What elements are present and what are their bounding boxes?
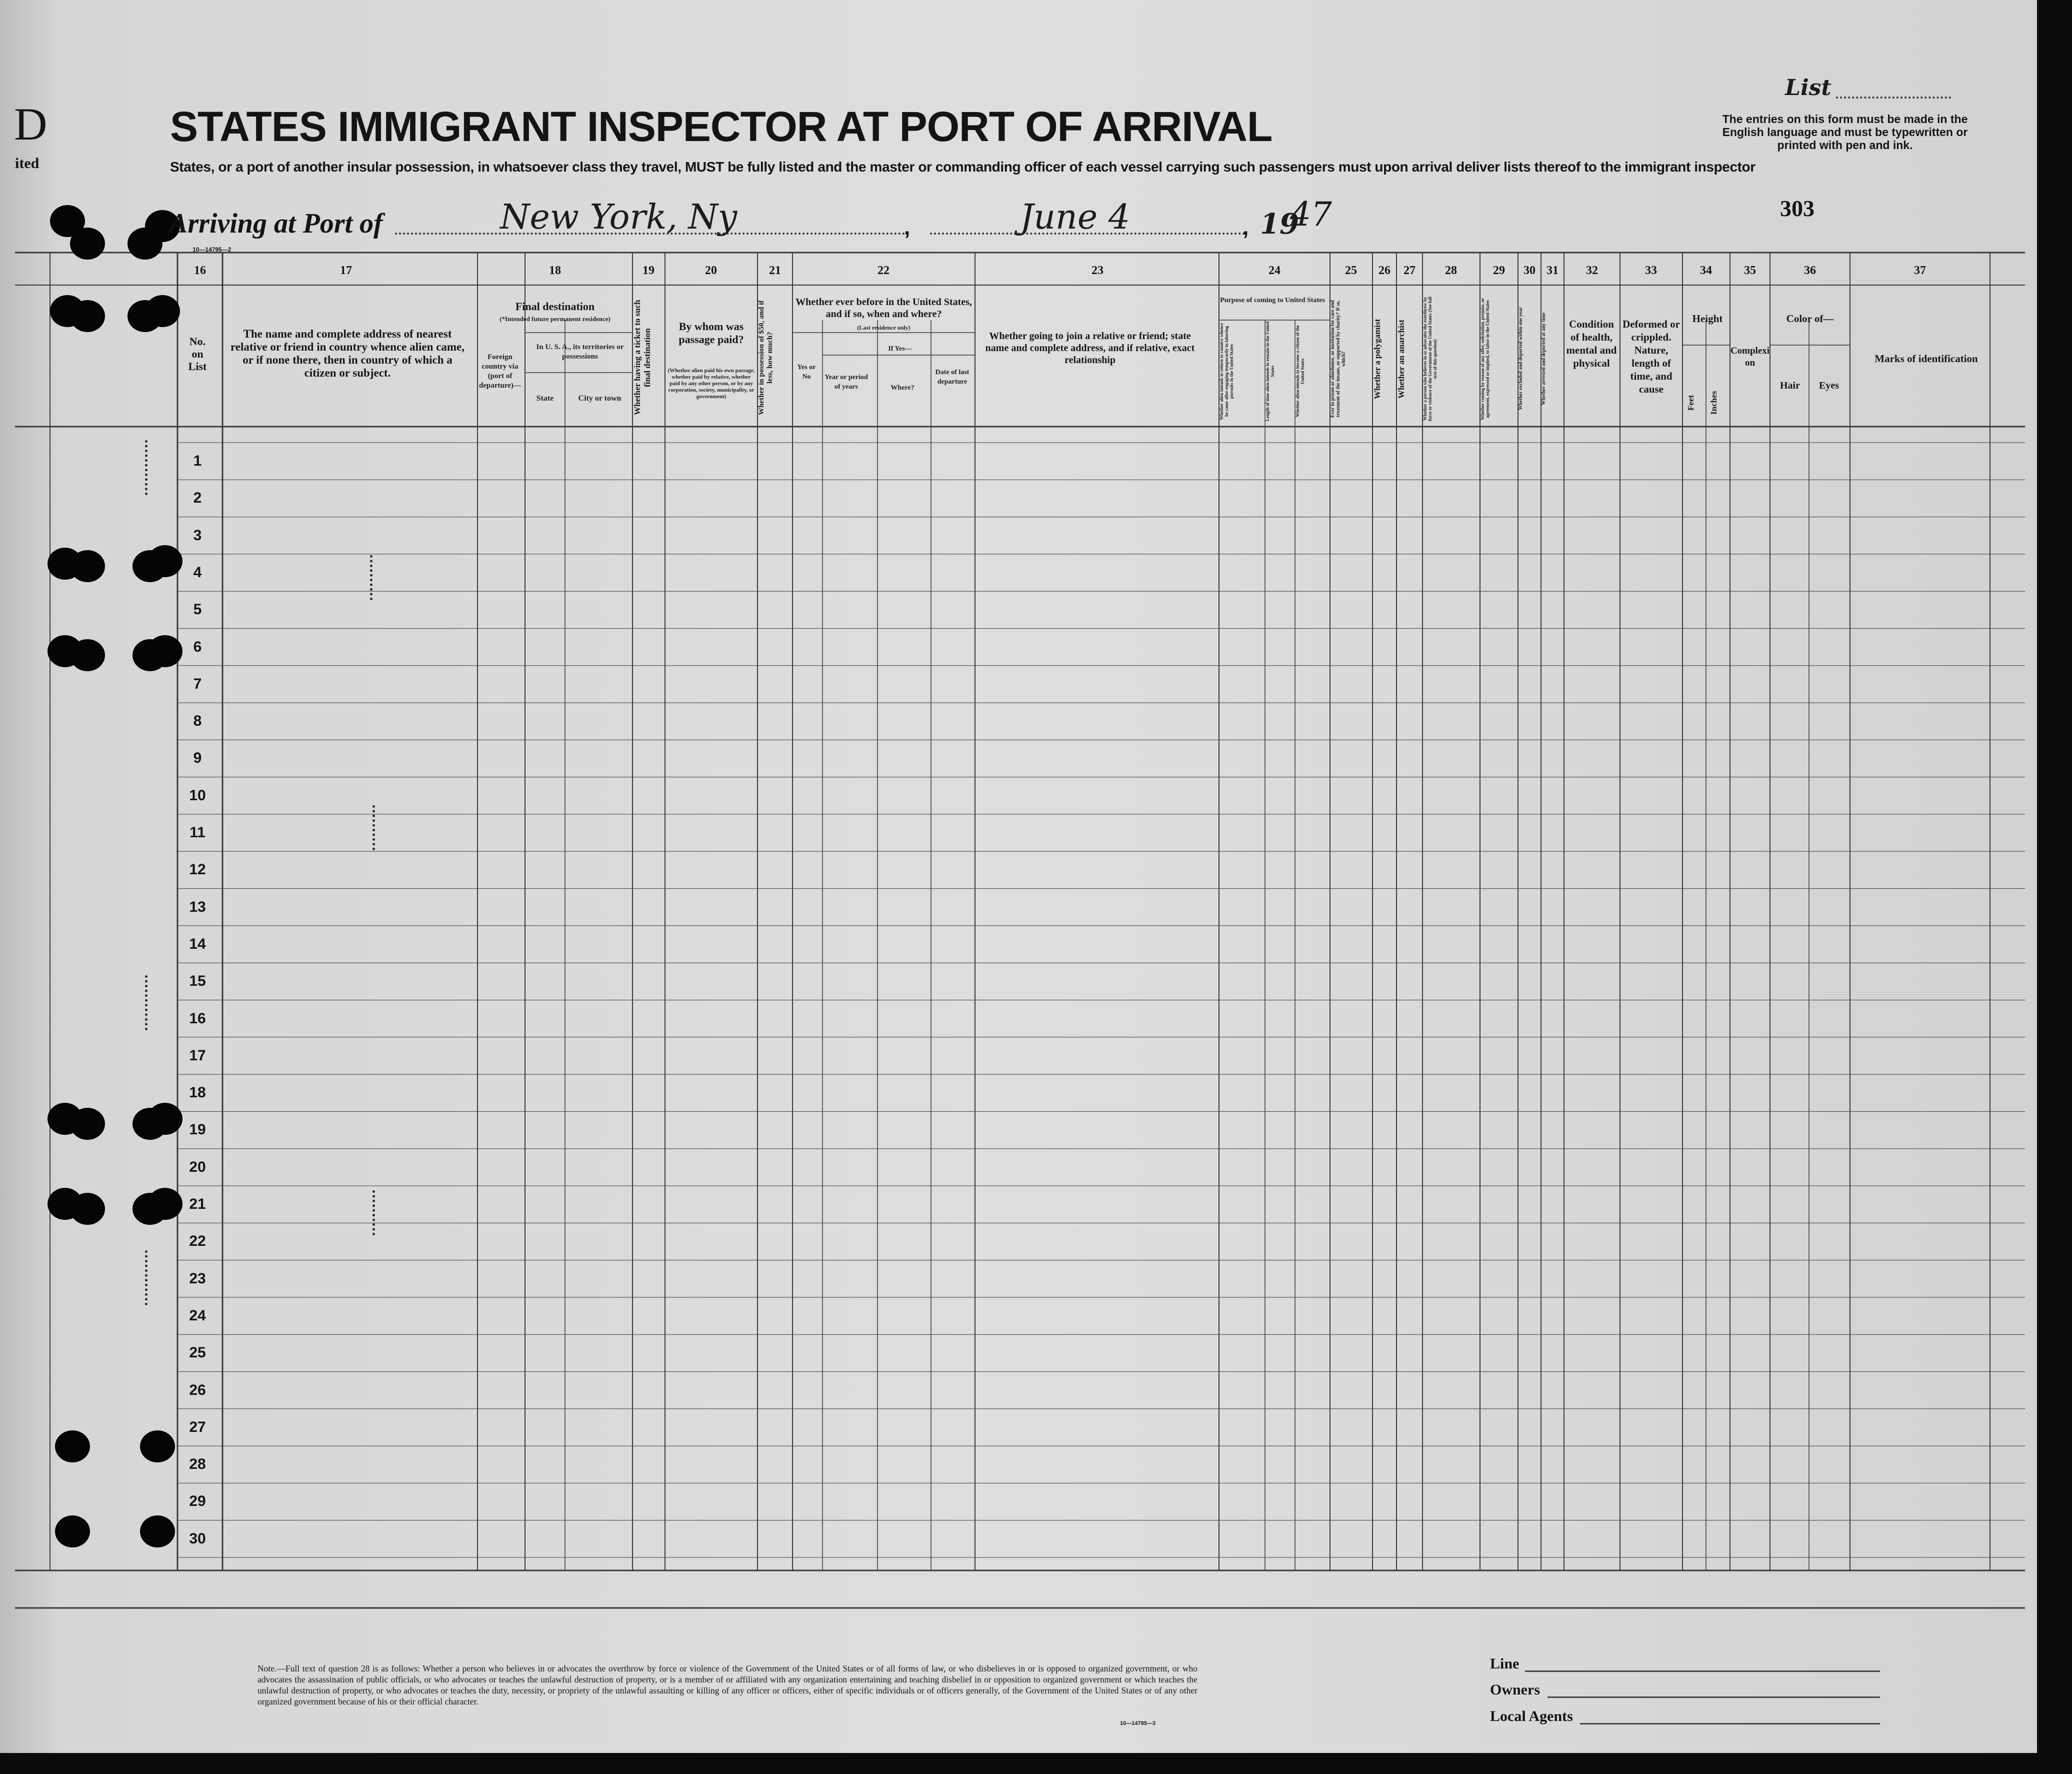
col25-label: Ever in prison or almshouse, or institution for care and treatment of the insane, or supported by charity? If so, which? (1330, 300, 1346, 418)
col33-label: Deformed or crippled. Nature, length of time, and cause (1622, 318, 1680, 395)
column-number: 19 (642, 264, 654, 277)
column-number: 27 (1404, 264, 1416, 277)
pencil-marks (372, 805, 375, 850)
row-number: 24 (189, 1307, 206, 1324)
row-number: 8 (193, 713, 202, 730)
side-fragment: ited (15, 155, 40, 172)
row-number: 30 (189, 1530, 206, 1547)
binding-hole (70, 228, 105, 260)
col36-hair: Hair (1780, 380, 1800, 391)
col31-label: Whether arrested and deported at any time (1541, 312, 1546, 406)
col24-label: Purpose of coming to United States (1220, 297, 1325, 304)
column-number: 22 (878, 264, 890, 277)
col23-label: Whether going to join a relative or friend; state name and complete address, and if relative, exact relationship (985, 331, 1195, 366)
col18-usa: In U. S. A., its territories or possessions (536, 343, 624, 361)
col30-label: Whether excluded and deported within one year (1518, 307, 1524, 411)
col21-label: Whether in possession of $50, and if less, how much? (758, 300, 774, 415)
agents-label: Local Agents (1490, 1708, 1573, 1724)
col29-label: Whether coming by reason of any offer, solicitation, promise, or agreement, expressed or implied, to labor in the United States (1480, 298, 1490, 420)
row-number: 22 (189, 1233, 206, 1250)
pencil-marks (145, 1250, 148, 1305)
row-number: 16 (189, 1010, 206, 1027)
pencil-marks (145, 440, 148, 495)
row-number: 29 (189, 1493, 206, 1510)
binding-hole (70, 1193, 105, 1225)
row-number: 26 (189, 1381, 206, 1398)
column-number: 26 (1378, 264, 1390, 277)
col24-sub-b: Length of time alien intends to remain in the United States (1265, 321, 1275, 422)
col36-label: Color of— (1786, 313, 1834, 325)
binding-hole (55, 1515, 90, 1547)
row-number: 5 (193, 601, 202, 618)
col19-label: Whether having a ticket to such final destination (632, 300, 652, 416)
row-number: 27 (189, 1418, 206, 1435)
col24-sub-c: Whether alien intends to become a citizen of the United States (1295, 325, 1305, 418)
col22-label: Whether ever before in the United States, and if so, when and where? (796, 297, 972, 320)
col27-label: Whether an anarchist (1396, 319, 1406, 399)
column-number: 33 (1645, 264, 1657, 277)
col35-label: Complexion (1730, 346, 1770, 368)
row-number: 15 (189, 973, 206, 990)
col20-label: By whom was passage paid? (678, 320, 744, 346)
row-number: 14 (189, 935, 206, 952)
binding-hole (55, 1430, 90, 1462)
column-number: 20 (705, 264, 717, 277)
row-number: 13 (189, 898, 206, 915)
row-number: 9 (193, 750, 202, 767)
question-28-note: Note.—Full text of question 28 is as follows: Whether a person who believes in or advocates the overthrow by force or violence of the Government of the United States or of all forms of law, or who disbelieves in or is opposed to organized government, or who advocates the assassination of public officials, or who advocates or teaches the unlawful destruction of property, or is a member of or affiliated with any organization entertaining and teaching disbelief in or opposition to organized government or which teaches the unlawful destruction of property, or who advocates or teaches the duty, necessity, or propriety of the unlawful assaulting or killing of any officer or officers, either of specific individuals or of officers generally, of the Government of the United States or of any other organized government because of his or their official character. (258, 1663, 1198, 1706)
binding-hole (70, 1108, 105, 1140)
col36-eyes: Eyes (1819, 380, 1839, 391)
column-number: 21 (769, 264, 781, 277)
col16-label: No. on List (188, 335, 207, 373)
row-number: 20 (189, 1158, 206, 1175)
column-number: 17 (340, 264, 352, 277)
col24-sub-a: Whether alien intends to return to country whence he came after engaging temporarily in laboring pursuits in the United States (1219, 323, 1234, 420)
col28-label: Whether a person who believes in or advocates the overthrow by force or violence of the Government of the United States (See full text of this question) (1422, 297, 1438, 421)
col22-year: Year or period of years (824, 374, 868, 391)
row-number: 12 (189, 861, 206, 878)
column-number: 35 (1744, 264, 1756, 277)
owners-label: Owners (1490, 1681, 1540, 1698)
col22-where: Where? (890, 384, 914, 392)
binding-hole (140, 1515, 175, 1547)
binding-hole (145, 295, 180, 327)
row-number: 1 (193, 453, 202, 469)
column-number: 32 (1586, 264, 1598, 277)
page-title: STATES IMMIGRANT INSPECTOR AT PORT OF ARRIVAL (170, 103, 1272, 150)
row-number: 19 (189, 1121, 206, 1138)
column-number: 31 (1546, 264, 1558, 277)
line-underline (1525, 1670, 1880, 1672)
year-printed: 19 (1260, 208, 1299, 241)
column-number: 29 (1493, 264, 1505, 277)
page-number: 303 (1780, 196, 1814, 221)
form-instructions: The entries on this form must be made in the English language and must be typewritten or printed with pen and ink. (1722, 113, 1968, 152)
pencil-marks (372, 1190, 375, 1235)
col22-yesno: Yes or No (797, 364, 816, 381)
col32-label: Condition of health, mental and physical (1566, 318, 1617, 369)
col18-state: State (536, 394, 554, 403)
row-number: 10 (189, 787, 206, 804)
row-number: 21 (189, 1196, 206, 1212)
line-label: Line (1490, 1655, 1520, 1672)
col18-foreign: Foreign country via (port of departure)— (479, 353, 521, 390)
row-number: 3 (193, 527, 202, 544)
col34-feet: Feet (1686, 395, 1696, 411)
column-number: 30 (1524, 264, 1536, 277)
row-number: 28 (189, 1456, 206, 1473)
agents-underline (1580, 1723, 1880, 1724)
comma-2: , (1242, 215, 1249, 240)
column-number: 25 (1345, 264, 1357, 277)
list-label: List (1785, 75, 1832, 101)
col22-date: Date of last departure (935, 369, 970, 386)
binding-hole (140, 1430, 175, 1462)
list-underline (1836, 97, 1951, 99)
col22-note: (Last residence only) (857, 324, 910, 331)
comma-1: , (904, 215, 910, 240)
column-number: 18 (549, 264, 561, 277)
row-number: 18 (189, 1084, 206, 1101)
form-code: 10—14795—2 (192, 246, 232, 253)
col20-note: (Whether alien paid his own passage, whether paid by relative, whether paid by any other person, or by any corporation, society, municipality, or government) (668, 368, 755, 400)
col18-label: Final destination (515, 300, 595, 313)
row-number: 25 (189, 1344, 206, 1361)
page-subtitle: States, or a port of another insular possession, in whatsoever class they travel, MUST be fully listed and the master or commanding officer of each vessel carrying such passengers must upon arrival deliver lists thereof to the immigrant inspector (170, 159, 1756, 175)
col22-ifyes: If Yes— (888, 345, 912, 353)
col18-note: (*Intended future permanent residence) (500, 315, 610, 323)
binding-hole (70, 639, 105, 671)
row-number: 7 (193, 675, 202, 692)
binding-hole (70, 550, 105, 582)
col37-label: Marks of identification (1874, 353, 1978, 365)
col18-city: City or town (578, 394, 622, 403)
row-number: 4 (193, 564, 202, 581)
col34-inches: Inches (1709, 391, 1718, 415)
row-number: 17 (189, 1047, 206, 1064)
binding-hole (70, 300, 105, 332)
arriving-label: Arriving at Port of (169, 208, 383, 239)
row-number: 11 (190, 824, 206, 841)
column-number: 34 (1700, 264, 1712, 277)
row-number: 23 (189, 1270, 206, 1287)
pencil-marks (370, 555, 372, 600)
footer-form-code: 10—14795—3 (1120, 1720, 1156, 1726)
column-number: 37 (1914, 264, 1926, 277)
column-number: 16 (194, 264, 206, 277)
port-handwritten: New York, Ny (500, 198, 738, 237)
column-number: 23 (1092, 264, 1104, 277)
owners-underline (1548, 1696, 1880, 1698)
column-number: 36 (1804, 264, 1816, 277)
row-number: 2 (193, 490, 202, 507)
col26-label: Whether a polygamist (1372, 319, 1382, 399)
col17-label: The name and complete address of nearest relative or friend in country whence alien came, or if none there, then in country of which a citizen or subject. (230, 328, 464, 379)
col34-label: Height (1692, 313, 1723, 325)
column-number: 24 (1268, 264, 1280, 277)
row-number: 6 (193, 638, 202, 655)
date-handwritten: June 4 (1020, 198, 1130, 237)
title-fragment: D (14, 99, 48, 150)
pencil-marks (145, 975, 148, 1030)
column-number: 28 (1445, 264, 1457, 277)
year-handwritten: 47 (1290, 195, 1332, 234)
